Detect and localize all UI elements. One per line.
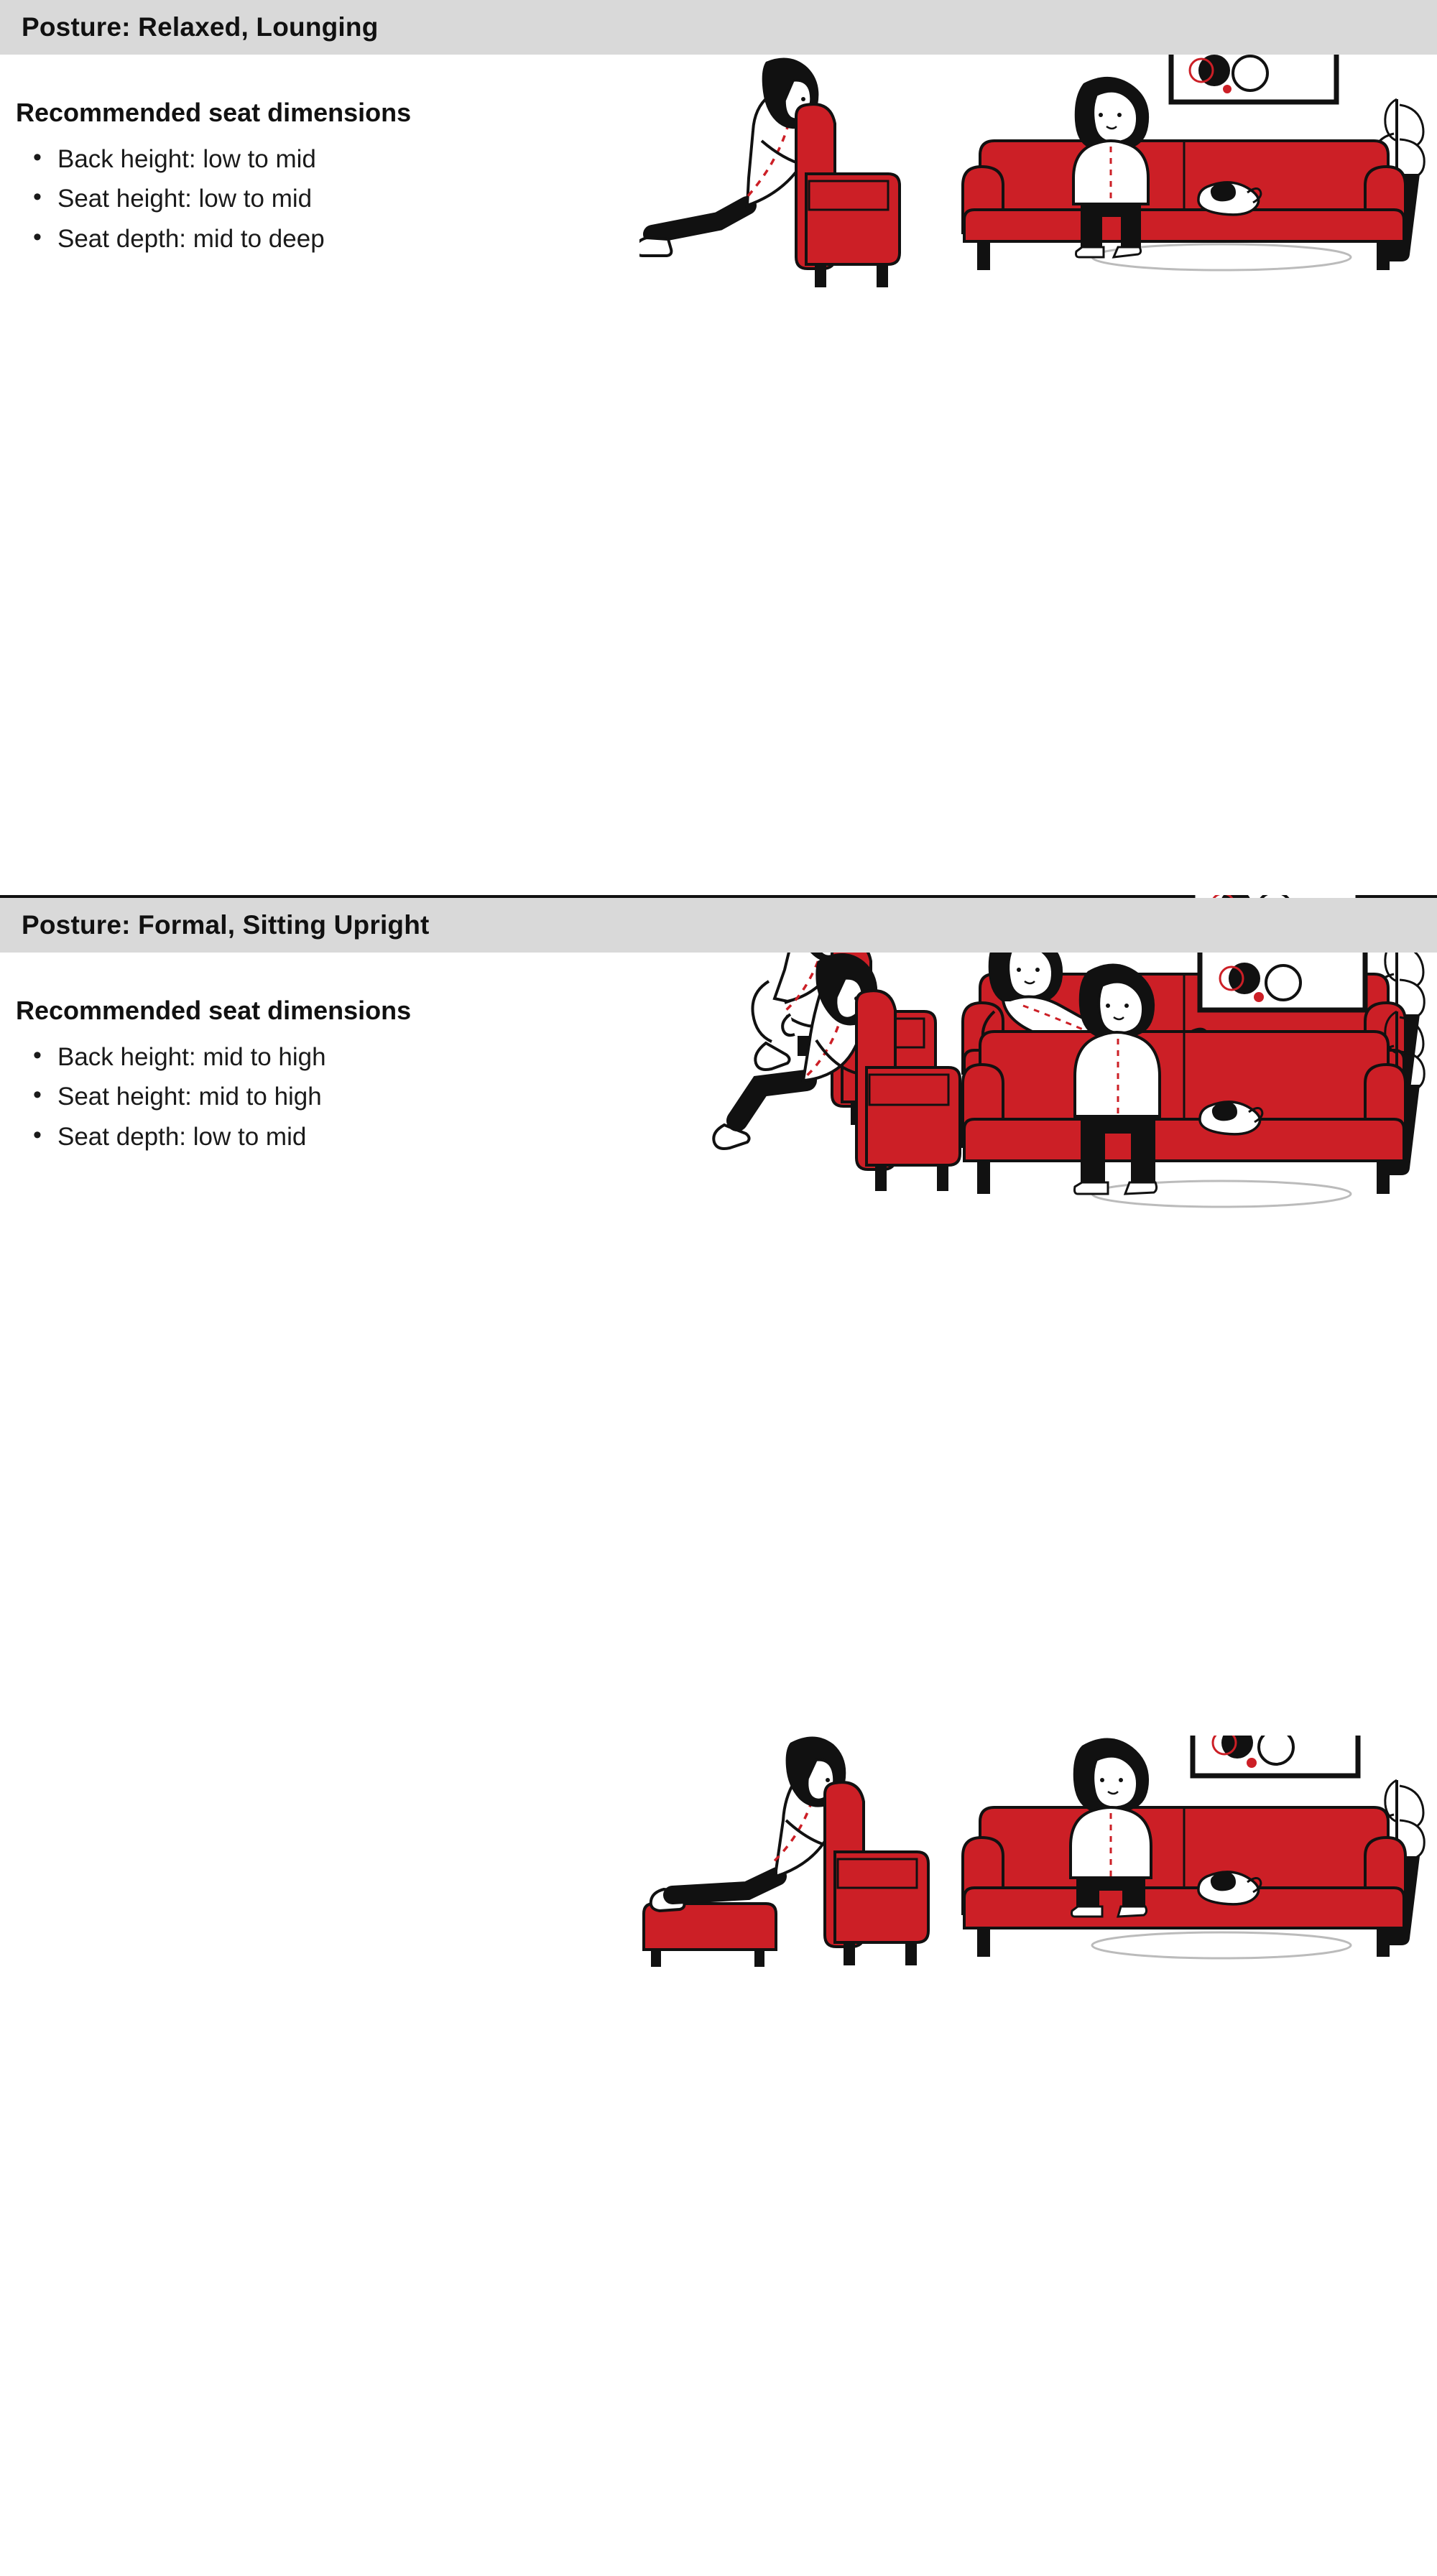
framed-art-icon (1171, 55, 1336, 102)
list-item: • Seat height: mid to high (57, 1077, 639, 1116)
recommendation-list (16, 139, 639, 259)
framed-art-icon (1193, 1736, 1358, 1776)
list-item: • Seat depth: mid to deep (57, 219, 639, 259)
scene-relaxed-ottoman (639, 1736, 1437, 2576)
section-title: Posture: Formal, Sitting Upright (22, 910, 430, 940)
armchair-side-view (644, 1736, 928, 1967)
armchair (825, 1782, 928, 1965)
armchair-side-view (713, 953, 960, 1191)
scene-svg (639, 1736, 1430, 2016)
scene-formal-upright (639, 953, 1437, 1226)
list-item: • Back height: mid to high (57, 1037, 639, 1077)
sofa-front-view (963, 953, 1424, 1207)
recommendation-panel-formal (0, 953, 639, 1226)
person-front (1071, 1738, 1151, 1917)
list-item: • Seat height: low to mid (57, 179, 639, 218)
section-relaxed (0, 0, 1437, 895)
section-header-relaxed (0, 0, 1437, 55)
recommendations-heading: Recommended seat dimensions (16, 996, 412, 1025)
armchair (796, 104, 900, 287)
list-item: • Seat depth: low to mid (57, 1117, 639, 1157)
person-side (651, 1736, 849, 1911)
person-side (713, 953, 877, 1149)
framed-art-icon (1200, 953, 1365, 1010)
recommendations-heading: Recommended seat dimensions (16, 98, 412, 127)
illustration-column-formal (639, 953, 1437, 1226)
armchair-side-view (639, 58, 900, 287)
section-body-relaxed (0, 55, 1437, 895)
scene-relaxed-slouch (639, 55, 1437, 895)
oval-rug-icon (1092, 1932, 1351, 1958)
section-formal (0, 898, 1437, 1226)
ottoman (644, 1904, 776, 1967)
list-item: • Back height: low to mid (57, 139, 639, 179)
recommendation-panel-relaxed (0, 55, 639, 895)
sofa-front-view (963, 55, 1424, 270)
scene-svg (639, 55, 1430, 335)
section-header-formal (0, 898, 1437, 953)
armchair (856, 991, 960, 1191)
illustration-column-relaxed (639, 55, 1437, 895)
sofa-front-view (963, 1736, 1424, 1958)
section-body-formal (0, 953, 1437, 1226)
sofa (963, 1032, 1405, 1194)
scene-svg (639, 953, 1430, 1226)
section-title: Posture: Relaxed, Lounging (22, 12, 379, 42)
recommendation-list (16, 1037, 639, 1157)
